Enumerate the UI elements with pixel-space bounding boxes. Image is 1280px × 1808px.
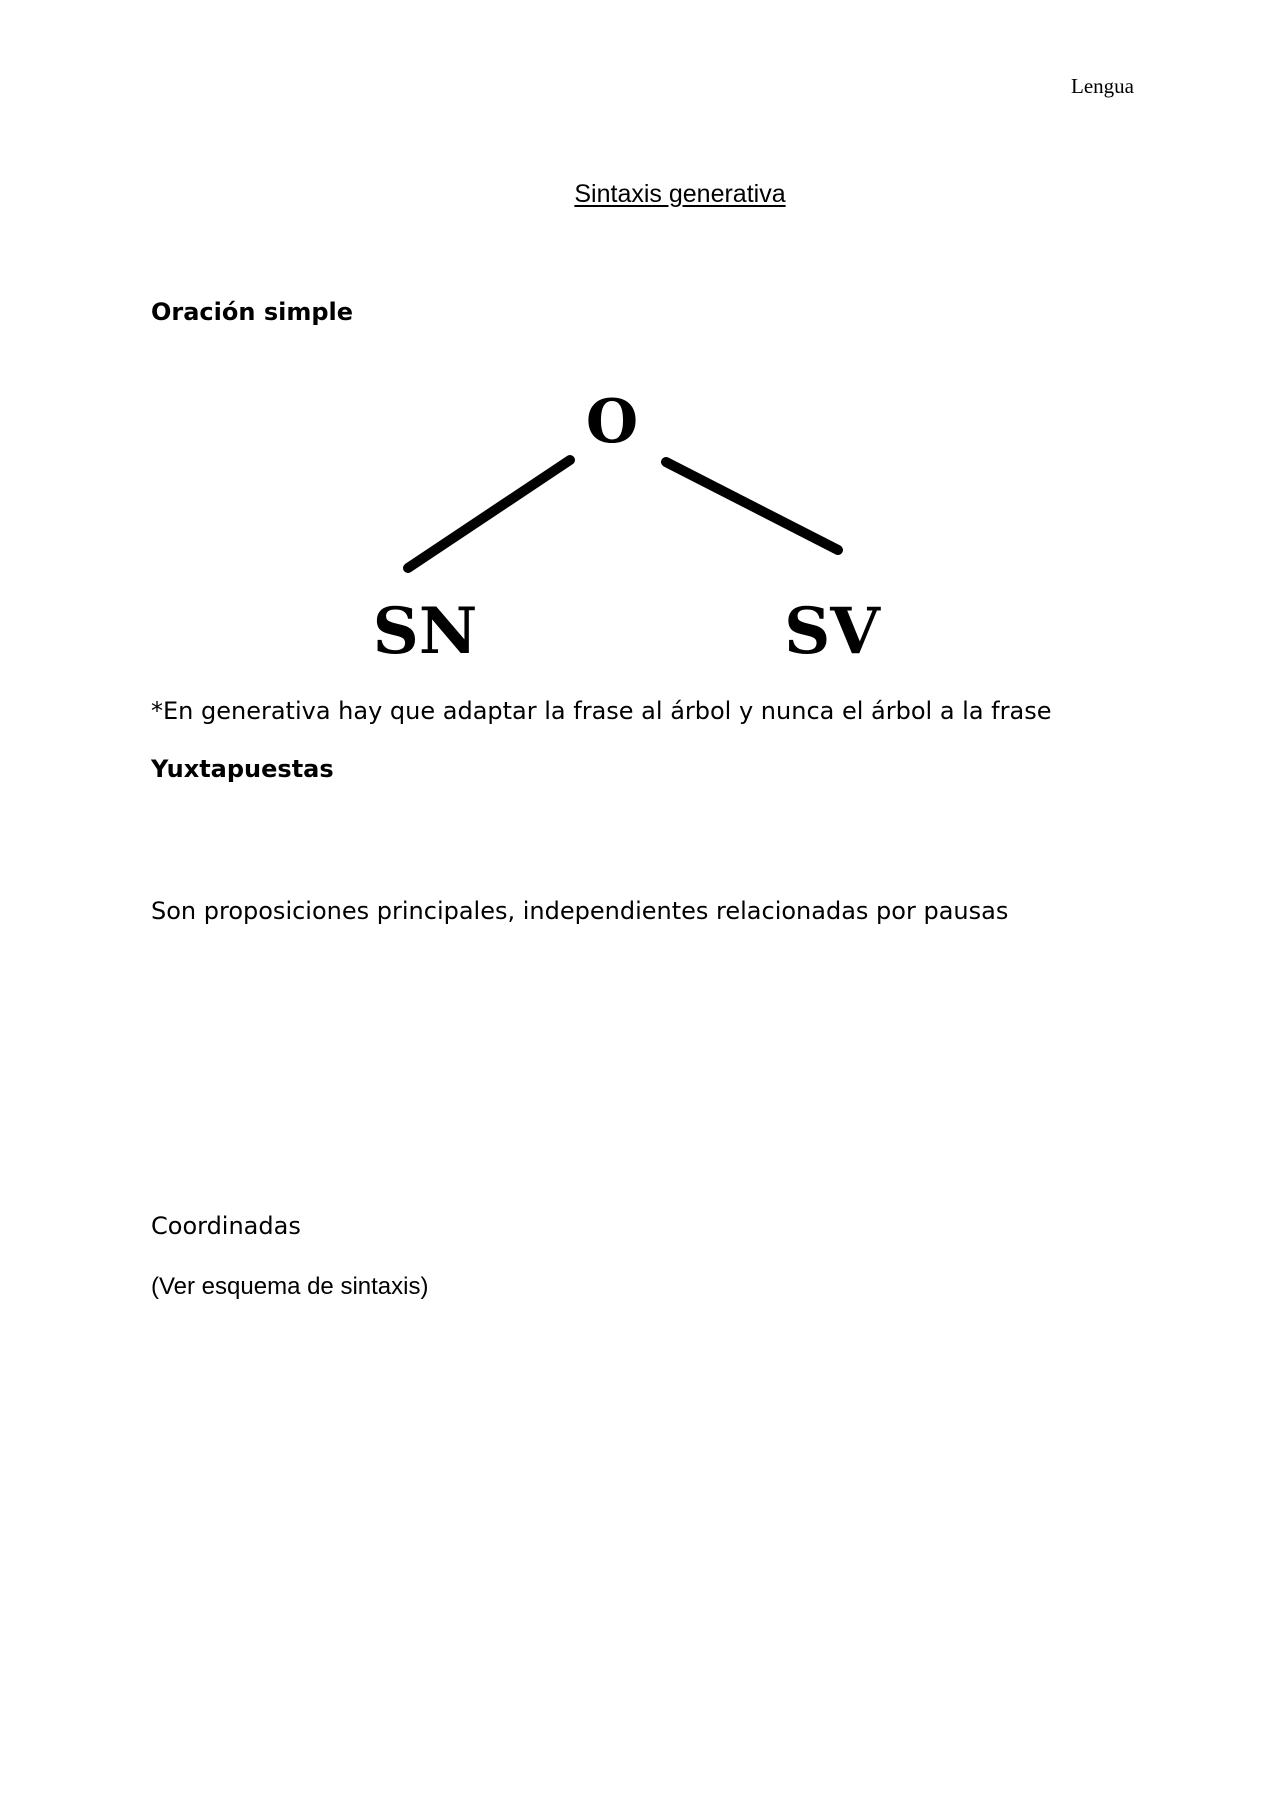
tree-right-label: SV xyxy=(784,594,880,669)
header-subject: Lengua xyxy=(1071,74,1134,98)
tree-left-branch xyxy=(408,460,570,568)
tree-right-branch xyxy=(666,462,838,550)
syntax-tree-diagram xyxy=(360,380,900,670)
tree-root-label: O xyxy=(585,387,639,457)
heading-coordinadas: Coordinadas xyxy=(151,1212,301,1240)
note-generativa: *En generativa hay que adaptar la frase al árbol y nunca el árbol a la frase xyxy=(151,697,1052,725)
tree-left-label: SN xyxy=(372,594,478,669)
page-title: Sintaxis generativa xyxy=(574,180,786,208)
coordinadas-reference: (Ver esquema de sintaxis) xyxy=(151,1273,429,1300)
yuxtapuestas-description: Son proposiciones principales, independientes relacionadas por pausas xyxy=(151,897,1009,925)
heading-yuxtapuestas: Yuxtapuestas xyxy=(151,755,334,783)
heading-oracion-simple: Oración simple xyxy=(151,298,354,326)
